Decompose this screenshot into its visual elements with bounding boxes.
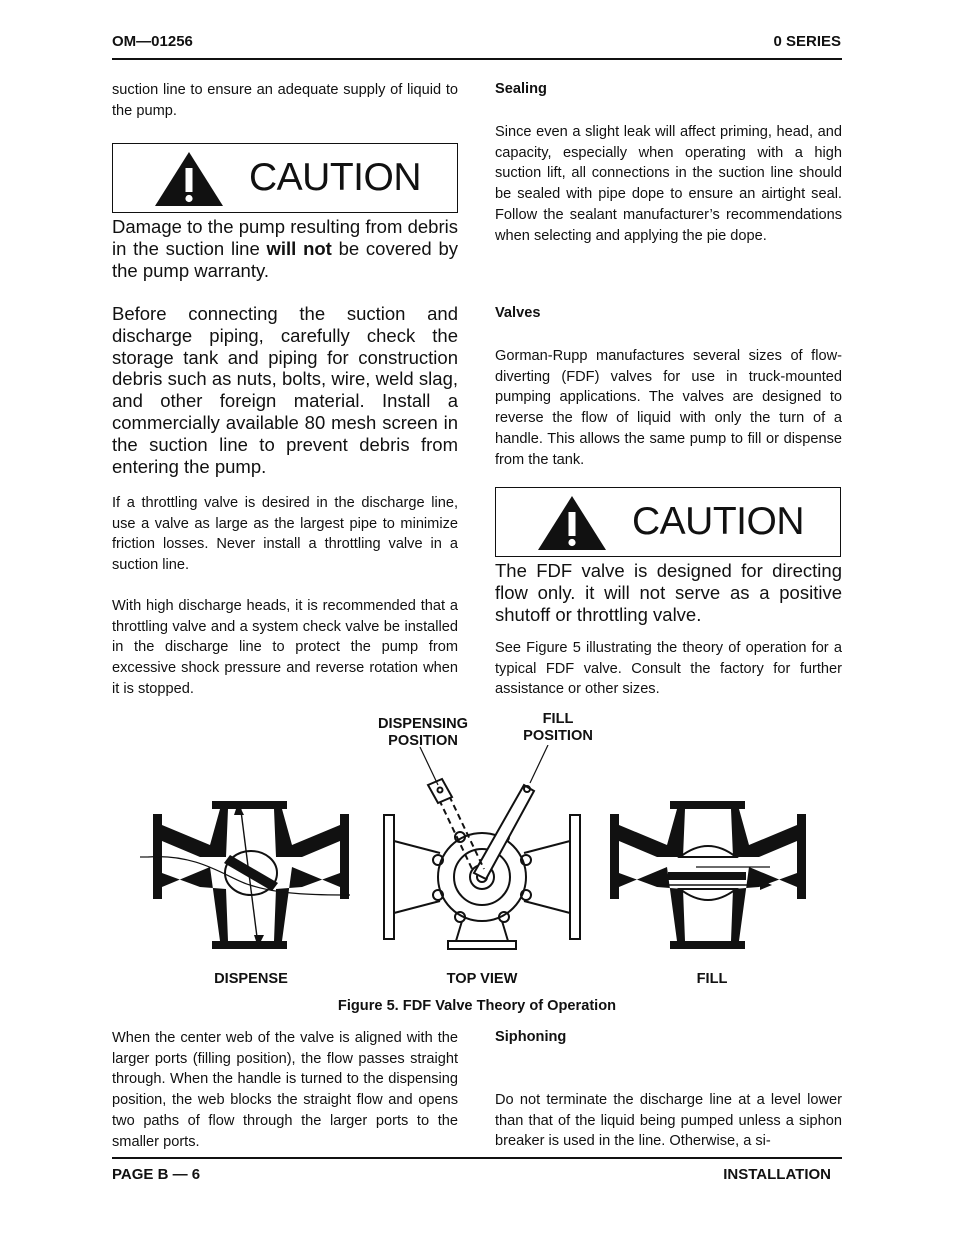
caution-box-right: [495, 487, 841, 557]
doc-number: OM—01256: [112, 33, 193, 50]
caution-text-right: The FDF valve is designed for directing flow only. it will not serve as a positive shutoff or throttling valve.: [495, 560, 842, 625]
paragraph-throttling: If a throttling valve is desired in the discharge line, use a valve as large as the largest pipe to minimize friction losses. Never install a throttling valve in a suction line.: [112, 495, 458, 574]
caution-box-left: [112, 143, 458, 213]
paragraph-sealing: Since even a slight leak will affect priming, head, and capacity, especially when operating with a high suction lift, all connections in the suction line should be sealed with pipe dope to ensure an airtight seal. Follow the sealant manufacturer’s recommendations when selecting and applying the pie dope.: [495, 124, 842, 244]
warning-triangle-icon: [153, 150, 225, 208]
heading-sealing: Sealing: [495, 81, 547, 97]
fill-valve-drawing: [610, 801, 806, 949]
paragraph-valves: Gorman-Rupp manufactures several sizes of flow-diverting (FDF) valves for use in truck-mounted pumping applications. The valves are designed to reverse the flow of liquid with only the turn of a handle. This allows the same pump to fill or dispense from the tank.: [495, 348, 842, 468]
label-dispense: DISPENSE: [214, 971, 288, 987]
label-dispensing-position: DISPENSING POSITION: [377, 716, 468, 749]
paragraph-check-valve: With high discharge heads, it is recommended that a throttling valve and a system check valve be installed in the discharge line to protect the pump from excessive shock pressure and reverse rotation when it is stopped.: [112, 598, 458, 697]
caution-label: CAUTION: [632, 500, 804, 543]
caution-text-left: Damage to the pump resulting from debris in the suction line will not be covered by the pump warranty.: [112, 216, 459, 281]
header-rule: [112, 58, 842, 60]
label-fill-position: FILL POSITION: [523, 711, 593, 744]
warning-triangle-icon: [536, 494, 608, 552]
series-label: 0 SERIES: [773, 33, 841, 50]
label-fill: FILL: [696, 971, 728, 987]
dispense-valve-drawing: [140, 801, 350, 949]
footer-rule: [112, 1157, 842, 1159]
heading-siphoning: Siphoning: [495, 1029, 567, 1045]
label-top-view: TOP VIEW: [446, 971, 518, 987]
paragraph-suction: suction line to ensure an adequate supply of liquid to the pump.: [112, 82, 458, 119]
section-label: INSTALLATION: [723, 1166, 831, 1183]
paragraph-siphoning: Do not terminate the discharge line at a level lower than that of the liquid being pumped unless a siphon breaker is used in the line. Otherwise, a si-: [495, 1092, 842, 1150]
fdf-valve-figure: [140, 745, 820, 955]
paragraph-center-web: When the center web of the valve is aligned with the larger ports (filling position), the flow passes straight through. When the handle is turned to the dispensing position, the web blocks the straight flow and opens two paths of flow through the larger ports to the smaller ports.: [112, 1030, 458, 1150]
caution-label: CAUTION: [249, 156, 421, 199]
paragraph-see-figure: See Figure 5 illustrating the theory of operation for a typical FDF valve. Consult the factory for further assistance or other sizes.: [495, 640, 842, 698]
heading-valves: Valves: [495, 305, 541, 321]
page-number: PAGE B — 6: [112, 1166, 201, 1183]
figure-caption: Figure 5. FDF Valve Theory of Operation: [337, 998, 617, 1014]
top-view-drawing: [384, 745, 580, 949]
paragraph-debris-check: Before connecting the suction and discharge piping, carefully check the storage tank and piping for construction debris such as nuts, bolts, wire, weld slag, and other foreign material. Install a commercially available 80 mesh screen in the suction line to prevent debris from entering the pump.: [112, 303, 458, 477]
